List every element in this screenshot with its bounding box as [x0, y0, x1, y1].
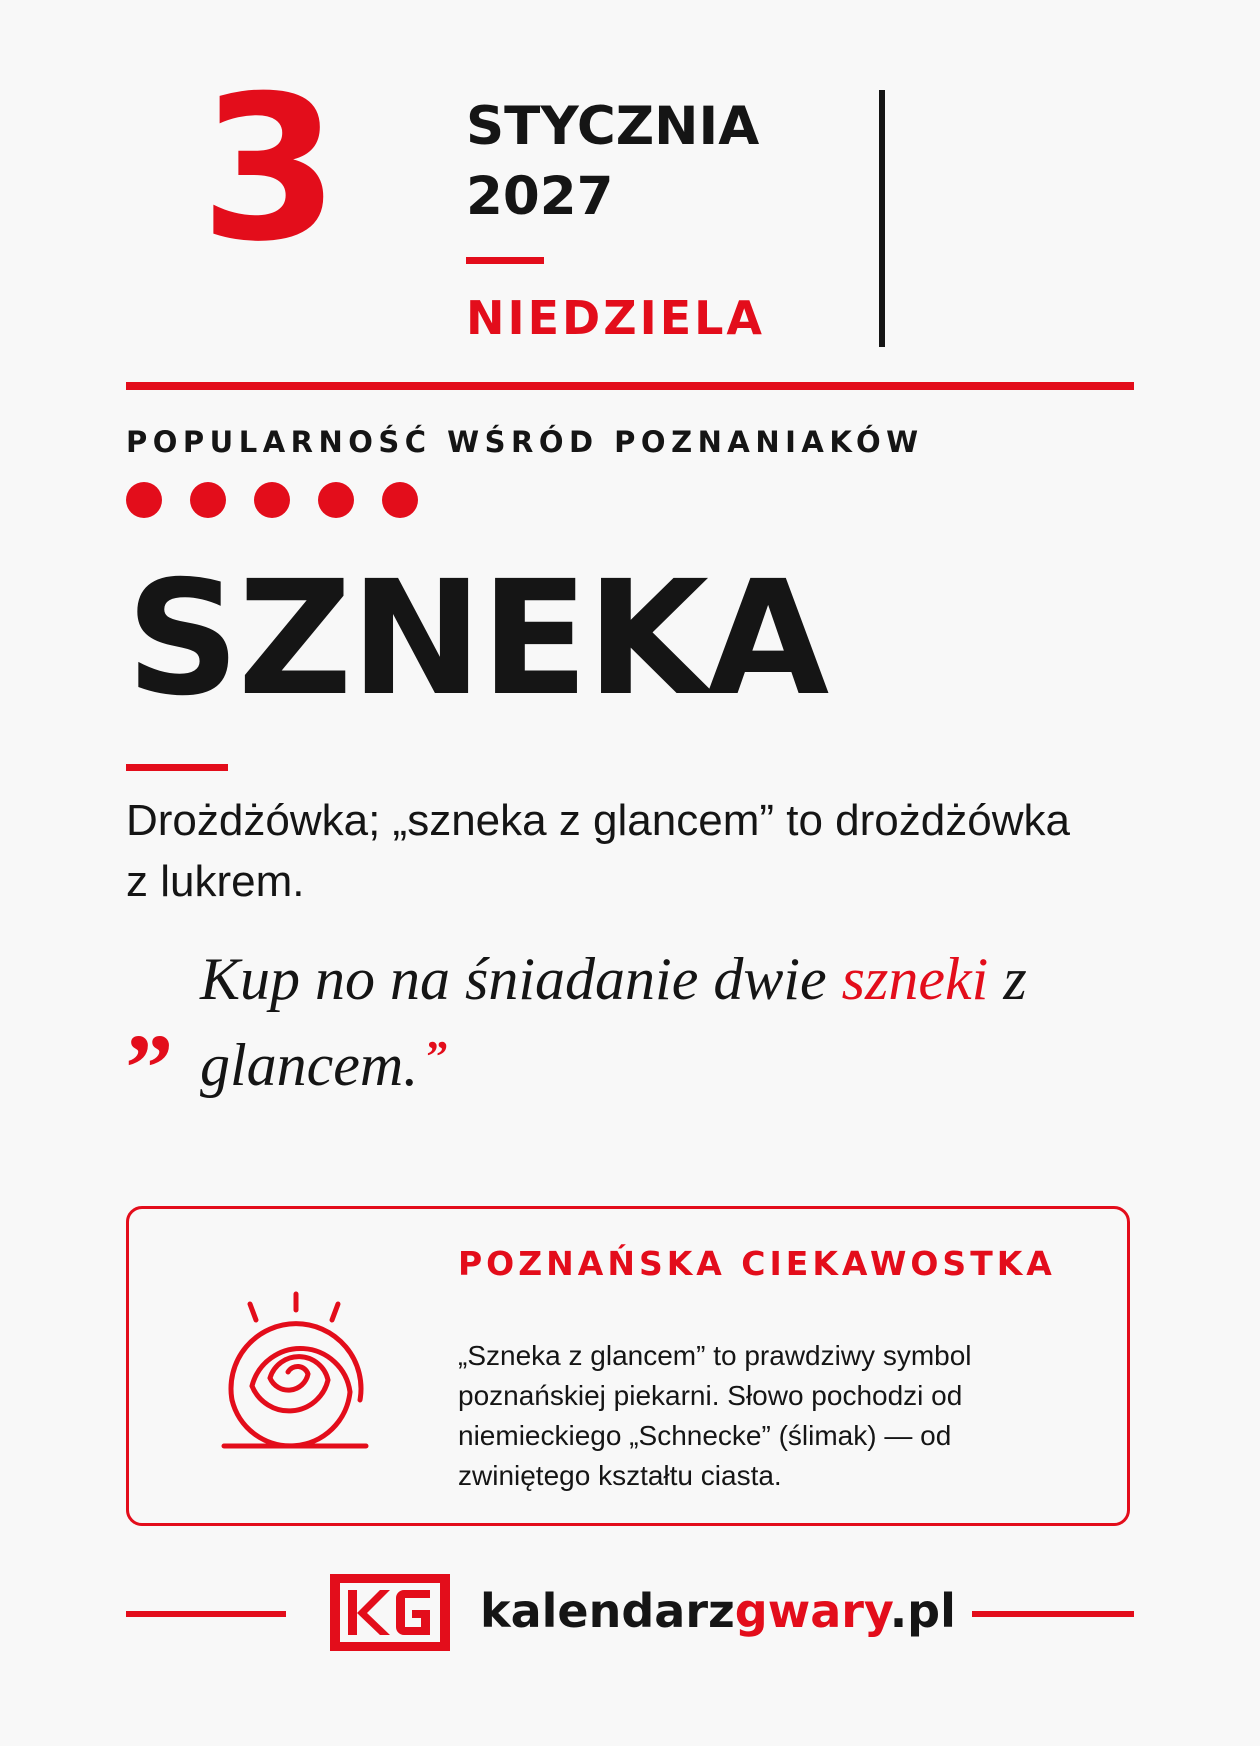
headword-underline-divider [126, 764, 228, 771]
footer-divider-right [972, 1611, 1134, 1617]
kg-logo [330, 1574, 450, 1651]
url-part-kalendarz: kalendarz [480, 1584, 735, 1638]
example-text-after: z glancem. [200, 946, 1027, 1098]
popularity-rating [126, 482, 418, 518]
snail-bun-icon [210, 1290, 380, 1460]
url-part-tld: .pl [889, 1584, 956, 1638]
day-number: 3 [200, 53, 336, 286]
date-underline-divider [466, 257, 544, 264]
rating-dot [318, 482, 354, 518]
rating-dot [126, 482, 162, 518]
open-quote-mark: „ [126, 964, 174, 1071]
weekday-label: NIEDZIELA [466, 291, 766, 345]
website-url[interactable] [480, 1584, 956, 1638]
month-label: STYCZNIA [466, 96, 760, 157]
year-label: 2027 [466, 166, 614, 227]
popularity-label: POPULARNOŚĆ WŚRÓD POZNANIAKÓW [126, 425, 924, 459]
header-vertical-divider [879, 90, 885, 347]
example-text-before: Kup no na śniadanie dwie [200, 946, 842, 1012]
header-divider [126, 382, 1134, 390]
fun-fact-text: „Szneka z glancem” to prawdziwy symbol poznańskiej piekarni. Słowo pochodzi od niemieckiego „Schnecke” (ślimak) — od zwiniętego kształtu ciasta. [458, 1340, 972, 1491]
definition-text: Drożdżówka; „szneka z glancem” to drożdżówka z lukrem. [126, 796, 1070, 906]
rating-dot [190, 482, 226, 518]
rating-dot [254, 482, 290, 518]
footer-divider-left [126, 1611, 286, 1617]
fun-fact-title: POZNAŃSKA CIEKAWOSTKA [458, 1244, 1056, 1283]
close-quote-mark: ” [426, 1032, 449, 1081]
example-highlighted-word: szneki [841, 946, 989, 1012]
url-part-gwary: gwary [734, 1584, 890, 1638]
example-sentence [200, 940, 1100, 1104]
headword: SZNEKA [126, 547, 828, 731]
rating-dot [382, 482, 418, 518]
